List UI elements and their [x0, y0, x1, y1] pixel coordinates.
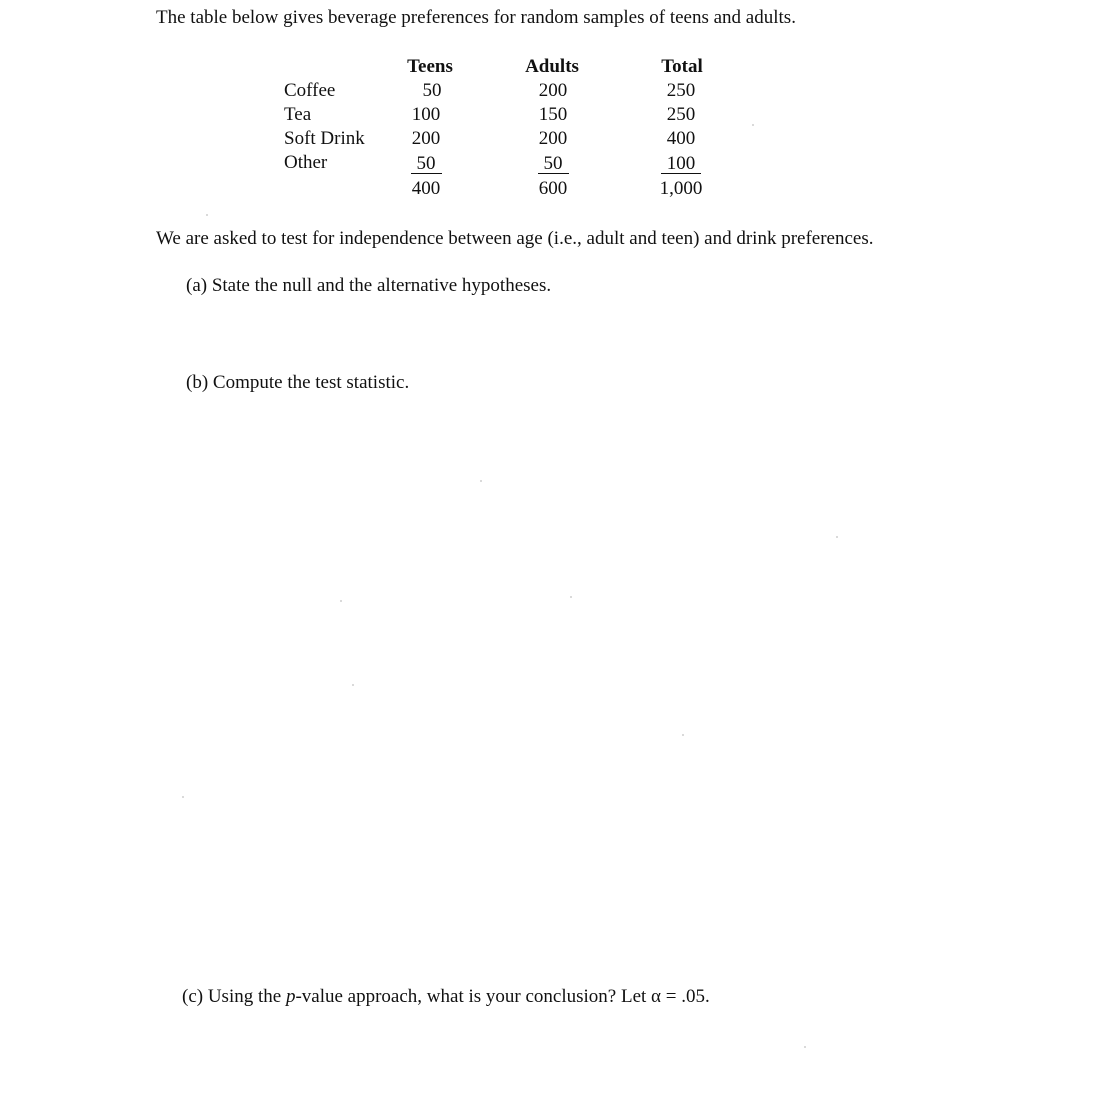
scan-speck — [682, 734, 684, 736]
cell-coffee-adults: 200 — [538, 80, 568, 101]
scan-speck — [570, 596, 572, 598]
cell-other-adults: 50 — [538, 154, 569, 174]
row-label-other: Other — [284, 152, 328, 173]
scan-speck — [340, 600, 342, 602]
scan-speck — [352, 684, 354, 686]
header-adults: Adults — [525, 56, 579, 77]
independence-paragraph: We are asked to test for independence between age (i.e., adult and teen) and drink preferences. — [156, 228, 874, 249]
cell-other-total: 100 — [661, 154, 702, 174]
scan-speck — [752, 124, 754, 126]
row-label-coffee: Coffee — [284, 80, 336, 101]
scan-speck — [836, 536, 838, 538]
cell-tea-teens: 100 — [411, 104, 441, 125]
cell-coffee-teens: 50 — [422, 80, 442, 101]
question-c-prefix: (c) Using the — [182, 986, 286, 1007]
header-teens: Teens — [407, 56, 453, 77]
question-a: (a) State the null and the alternative hypotheses. — [186, 275, 552, 296]
cell-soft-drink-total: 400 — [666, 128, 696, 149]
row-label-tea: Tea — [284, 104, 312, 125]
question-b: (b) Compute the test statistic. — [186, 372, 410, 393]
total-grand: 1,000 — [659, 178, 703, 199]
cell-soft-drink-teens: 200 — [411, 128, 441, 149]
cell-other-teens-wrap — [376, 153, 476, 175]
row-label-soft-drink: Soft Drink — [284, 128, 365, 149]
question-c-p: p — [285, 986, 296, 1007]
total-teens: 400 — [411, 178, 441, 199]
cell-tea-adults: 150 — [538, 104, 568, 125]
question-c — [182, 986, 710, 1008]
total-adults: 600 — [538, 178, 568, 199]
cell-other-adults-wrap — [503, 153, 603, 175]
scan-speck — [182, 796, 184, 798]
cell-other-teens: 50 — [411, 154, 442, 174]
question-c-suffix: -value approach, what is your conclusion? Let α = .05. — [295, 986, 710, 1007]
header-total: Total — [661, 56, 703, 77]
cell-other-total-wrap — [631, 153, 731, 175]
scan-speck — [206, 214, 208, 216]
scan-speck — [804, 1046, 806, 1048]
intro-text: The table below gives beverage preferences for random samples of teens and adults. — [156, 7, 796, 28]
cell-tea-total: 250 — [666, 104, 696, 125]
scan-speck — [480, 480, 482, 482]
cell-coffee-total: 250 — [666, 80, 696, 101]
cell-soft-drink-adults: 200 — [538, 128, 568, 149]
